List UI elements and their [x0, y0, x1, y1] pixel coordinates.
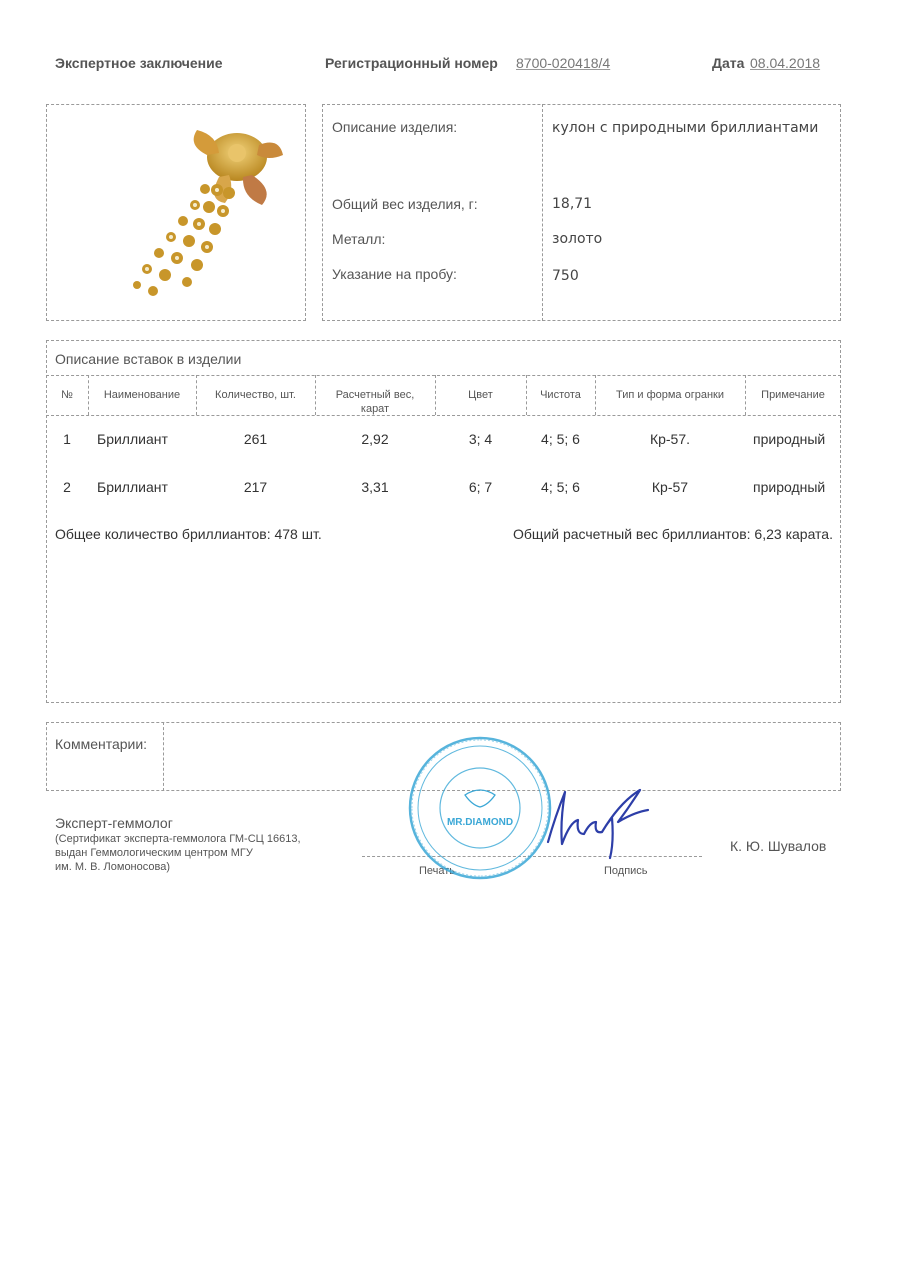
- table-cell: 261: [243, 431, 268, 447]
- metal-value: золото: [552, 231, 603, 247]
- inserts-title: Описание вставок в изделии: [55, 351, 242, 367]
- table-cell: 6; 7: [468, 479, 493, 495]
- table-cell: 3,31: [361, 479, 389, 495]
- handwritten-signature: [540, 782, 655, 862]
- diamond-icon: [465, 790, 495, 807]
- col-header-color: Цвет: [468, 389, 493, 401]
- description-value: кулон с природными бриллиантами: [552, 120, 819, 136]
- table-cell: природный: [753, 479, 826, 495]
- col-header-cut: Тип и форма огранки: [615, 389, 724, 401]
- table-cell: 3; 4: [468, 431, 493, 447]
- total-count: Общее количество бриллиантов: 478 шт.: [55, 526, 322, 542]
- col-header-note: Примечание: [761, 389, 825, 401]
- table-cell: 4; 5; 6: [541, 431, 580, 447]
- company-stamp: [405, 733, 555, 883]
- table-cell: Бриллиант: [97, 479, 168, 495]
- table-cell: 4; 5; 6: [541, 479, 580, 495]
- table-cell: 2: [63, 479, 71, 495]
- signature-label: Подпись: [604, 865, 648, 877]
- metal-label: Металл:: [332, 231, 386, 247]
- inserts-header-top-line: [46, 375, 841, 376]
- description-label: Описание изделия:: [332, 119, 458, 135]
- reg-number-label: Регистрационный номер: [325, 55, 498, 71]
- stamp-label: Печать: [419, 865, 456, 877]
- cert-line-3: им. М. В. Ломоносова): [55, 861, 170, 873]
- table-cell: 217: [243, 479, 268, 495]
- document-title: Экспертное заключение: [55, 55, 223, 71]
- stamp-brand: MR.DIAMOND: [446, 817, 514, 828]
- col-header-name: Наименование: [103, 389, 181, 401]
- cert-line-1: (Сертификат эксперта-геммолога ГМ-СЦ 16613,: [55, 833, 301, 845]
- col-header-weight: Расчетный вес, карат: [335, 389, 415, 415]
- pendant-image: [47, 105, 305, 320]
- table-cell: Кр-57: [651, 479, 689, 495]
- reg-number-value: 8700-020418/4: [516, 55, 611, 71]
- date-value: 08.04.2018: [750, 55, 821, 71]
- total-weight: Общий расчетный вес бриллиантов: 6,23 карата.: [513, 526, 833, 542]
- comments-divider: [163, 722, 164, 791]
- col-header-clarity: Чистота: [540, 389, 581, 401]
- expert-name: К. Ю. Шувалов: [730, 838, 827, 854]
- weight-value: 18,71: [552, 196, 593, 212]
- table-cell: 1: [63, 431, 71, 447]
- item-description-box: [322, 104, 841, 321]
- table-cell: 2,92: [361, 431, 389, 447]
- inserts-header-bottom-line: [46, 415, 841, 416]
- product-photo-box: [46, 104, 306, 321]
- date-label: Дата: [712, 55, 745, 71]
- col-header-number: №: [61, 389, 73, 401]
- table-cell: Бриллиант: [97, 431, 168, 447]
- col-header-quantity: Количество, шт.: [215, 389, 296, 401]
- assay-value: 750: [552, 268, 579, 284]
- cert-line-2: выдан Геммологическим центром МГУ: [55, 847, 253, 859]
- assay-label: Указание на пробу:: [332, 266, 457, 282]
- description-divider: [542, 104, 543, 321]
- col-divider: [315, 375, 316, 415]
- expert-title: Эксперт-геммолог: [55, 815, 173, 831]
- table-cell: природный: [753, 431, 826, 447]
- weight-label: Общий вес изделия, г:: [332, 196, 478, 212]
- table-cell: Кр-57.: [649, 431, 691, 447]
- comments-label: Комментарии:: [55, 736, 148, 752]
